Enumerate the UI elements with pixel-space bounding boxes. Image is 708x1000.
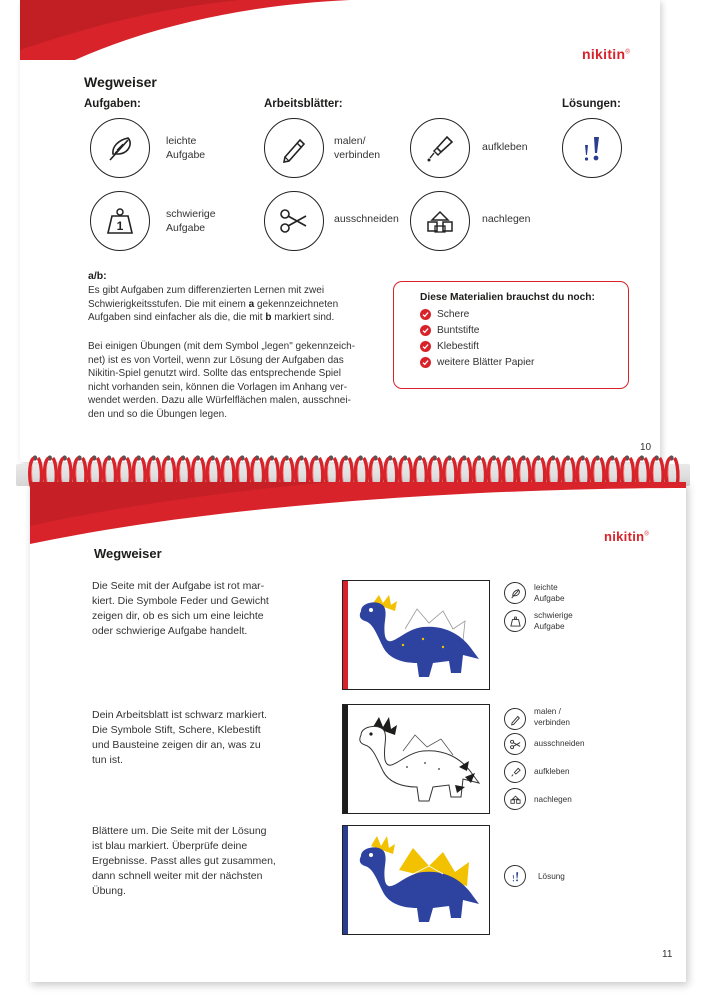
check-icon — [420, 309, 431, 320]
materials-title: Diese Materialien brauchst du noch: — [420, 292, 595, 303]
hard-label-1: schwierige — [166, 208, 216, 220]
weight-icon — [504, 610, 526, 632]
feather-icon — [504, 582, 526, 604]
pencil-icon — [504, 708, 526, 730]
legend-draw-1: malen / — [534, 707, 561, 716]
page-title: Wegweiser — [94, 546, 162, 561]
black-marker-strip — [343, 705, 348, 813]
dinosaur-solution-image — [343, 826, 490, 935]
brand-logo: nikitin® — [604, 529, 650, 544]
legend-glue: aufkleben — [534, 767, 570, 776]
weight-icon — [90, 191, 150, 251]
red-page-paragraph: Die Seite mit der Aufgabe ist rot mar- kiert. Die Symbole Feder und Gewicht zeigen dir, ob es sich um eine leichte oder schwierige Aufgabe handelt. — [92, 580, 269, 637]
page-number-bottom: 11 — [662, 949, 673, 960]
materials-item: Schere — [420, 306, 616, 322]
easy-label-1: leichte — [166, 135, 197, 147]
blue-page-paragraph: Blättere um. Die Seite mit der Lösung ist blau markiert. Überprüfe deine Ergebnisse. Passt alles gut zusammen, dann schnell weiter mit der nächsten Übung. — [92, 825, 276, 897]
materials-item: Buntstifte — [420, 322, 616, 338]
legend-solution: Lösung — [538, 872, 565, 881]
glue-tube-icon — [410, 118, 470, 178]
check-icon — [420, 341, 431, 352]
materials-item: weitere Blätter Papier — [420, 354, 616, 370]
easy-label-2: Aufgabe — [166, 149, 206, 161]
pencil-icon — [264, 118, 324, 178]
worksheets-heading: Arbeitsblätter: — [264, 98, 343, 110]
legend-easy-2: Aufgabe — [534, 593, 565, 603]
dinosaur-outline-image — [343, 705, 490, 814]
build-label: nachlegen — [482, 213, 531, 225]
tasks-heading: Aufgaben: — [84, 98, 141, 110]
legend-build: nachlegen — [534, 795, 572, 804]
blocks-icon — [504, 788, 526, 810]
page-number-top: 10 — [640, 442, 652, 453]
hard-label-2: Aufgabe — [166, 222, 206, 234]
legend-hard-1: schwierige — [534, 611, 573, 620]
ab-heading: a/b: — [88, 270, 107, 282]
page-title: Wegweiser — [84, 74, 157, 90]
legend-cut: ausschneiden — [534, 739, 585, 748]
materials-box — [393, 281, 629, 389]
legend-easy-1: leichte — [534, 583, 558, 592]
cut-label: ausschneiden — [334, 213, 399, 225]
dinosaur-image — [343, 581, 490, 690]
glue-label: aufkleben — [482, 141, 528, 153]
ab-paragraph: Es gibt Aufgaben zum differenzierten Lernen mit zwei Schwierigkeitsstufen. Die mit einem a gekennzeichneten Aufgaben sind einfacher als die, die mit b markiert sind. — [88, 285, 339, 324]
materials-item: Klebestift — [420, 338, 616, 354]
check-icon — [420, 325, 431, 336]
feather-icon — [90, 118, 150, 178]
legend-draw-2: verbinden — [534, 717, 570, 727]
red-marker-strip — [343, 581, 348, 689]
draw-label-2: verbinden — [334, 149, 381, 161]
exclamation-icon — [504, 865, 526, 887]
bottom-page — [30, 482, 686, 982]
worksheet-thumbnail — [342, 704, 490, 814]
scissors-icon — [264, 191, 324, 251]
task-page-thumbnail — [342, 580, 490, 690]
solution-page-thumbnail — [342, 825, 490, 935]
blocks-icon — [410, 191, 470, 251]
black-page-paragraph: Dein Arbeitsblatt ist schwarz markiert. Die Symbole Stift, Schere, Klebestift und Bausteine zeigen dir an, was zu tun ist. — [92, 709, 268, 766]
red-swoosh-header — [30, 482, 686, 552]
legend-hard-2: Aufgabe — [534, 621, 565, 631]
red-swoosh-header — [20, 0, 660, 60]
top-page — [20, 0, 660, 462]
glue-tube-icon — [504, 761, 526, 783]
brand-logo: nikitin® — [582, 46, 631, 62]
solutions-heading: Lösungen: — [562, 98, 621, 110]
draw-label-1: malen/ — [334, 135, 366, 147]
scissors-icon — [504, 733, 526, 755]
weight-digit: 1 — [116, 219, 124, 233]
material-paragraph: Bei einigen Übungen (mit dem Symbol „legen" gekennzeich- net) ist es von Vorteil, wenn zur Lösung der Aufgaben das Nikitin-Spiel genutzt wird. Sollte das entsprechende Spiel nicht vorhanden sein, können die Vorlagen im Anhang ver- wendet werden. Dazu alle Würfelflächen malen, ausschnei- den und so die Übungen legen. — [88, 341, 356, 420]
exclamation-icon — [562, 118, 622, 178]
check-icon — [420, 357, 431, 368]
blue-marker-strip — [343, 826, 348, 934]
